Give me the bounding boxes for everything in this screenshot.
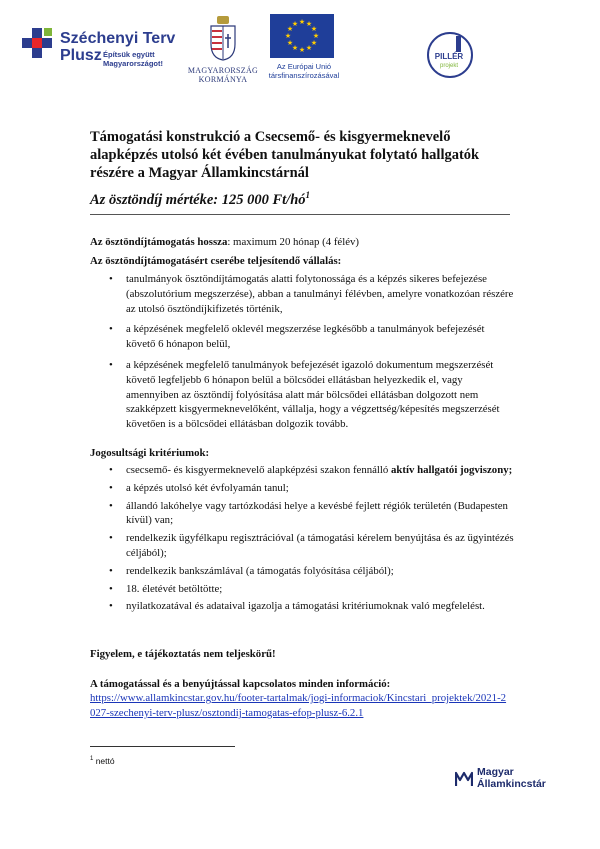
szechenyi-mark-icon — [20, 26, 54, 60]
piller-sub: projekt — [439, 63, 459, 69]
svg-text:★: ★ — [286, 39, 294, 47]
hungarian-government-logo: MAGYARORSZÁG KORMÁNYA — [180, 14, 266, 86]
footnote-divider — [90, 746, 235, 747]
info-link-wrap — [90, 691, 508, 721]
svg-text:★: ★ — [310, 39, 318, 47]
coat-of-arms-icon — [208, 14, 238, 62]
svg-text:★: ★ — [305, 20, 313, 28]
eu-flag-icon — [270, 14, 334, 58]
svg-text:★: ★ — [291, 20, 299, 28]
allamkincstar-mark-icon — [455, 771, 473, 787]
criteria-list — [90, 463, 515, 614]
commitments-heading: Az ösztöndíjtámogatásért cserébe teljesítendő vállalás: — [90, 255, 342, 267]
list-item: • a képzés utolsó két évfolyamán tanul; — [90, 481, 515, 496]
document-title: Támogatási konstrukció a Csecsemő- és kisgyermeknevelő alapképzés utolsó két évében tanulmányukat folytató hallgatók részére a Magyar Államkincstárnál — [90, 129, 480, 181]
svg-text:★: ★ — [291, 44, 299, 52]
list-item: • 18. életévét betöltötte; — [90, 582, 515, 597]
list-item: • rendelkezik ügyfélkapu regisztrációval (a támogatási kérelem benyújtása és az ügyintézés céljából); — [90, 531, 515, 561]
divider — [90, 214, 510, 215]
piller-projekt-logo — [425, 30, 475, 80]
piller-text: PILLÉR — [434, 52, 464, 61]
footnote: $^1$ nettó — [90, 756, 115, 766]
list-item: • tanulmányok ösztöndíjtámogatás alatti folytonossága és a képzés sikeres befejezése (abszolutórium megszerzése), abban a tanulmányi félévben, amelyre vonatkozóan részére az utolsó ösztöndíjkifizetés történik, — [90, 272, 515, 316]
list-item: • nyilatkozatával és adataival igazolja a támogatási kritériumoknak való megfelelést. — [90, 599, 515, 614]
criteria-heading: Jogosultsági kritériumok: — [90, 447, 210, 459]
scholarship-amount: Az ösztöndíj mértéke: 125 000 $Ft/hó^1$ — [90, 190, 311, 208]
info-heading: A támogatással és a benyújtással kapcsolatos minden információ: — [90, 678, 391, 690]
szechenyi-title: Széchenyi Terv Plusz — [60, 30, 176, 64]
list-item: • állandó lakóhelye vagy tartózkodási helye a kevésbé fejlett régiók területén (Budapesten kívül) van; — [90, 499, 515, 529]
svg-text:★: ★ — [298, 18, 306, 26]
svg-text:★: ★ — [298, 46, 306, 54]
svg-text:★: ★ — [312, 32, 320, 40]
info-link[interactable]: https://www.allamkincstar.gov.hu/footer-tartalmak/jogi-informaciok/Kincstari_projektek/2021-2027-szechenyi-terv-plusz/osztondij-tamogatas-efop-plusz-6.2.1 — [90, 692, 507, 719]
szechenyi-terv-plusz-logo — [20, 22, 176, 82]
svg-text:★: ★ — [305, 44, 313, 52]
warning-text: Figyelem, e tájékoztatás nem teljeskörű! — [90, 648, 276, 660]
list-item: • a képzésének megfelelő tanulmányok befejezését igazoló dokumentum megszerzését követő legfeljebb 6 hónapon belül a bölcsődei ellátásban helyezkedik el, vagy amennyiben az ösztöndíj folyósítása alatt már bölcsődei ellátásban dolgozott nem szakképzett kisgyermeknevelőként, vállalja, hogy a végzettség/képesítés megszerzését követően is a bölcsődei ellátásban dolgozik tovább. — [90, 358, 515, 432]
list-item: • csecsemő- és kisgyermeknevelő alapképzési szakon fennálló aktív hallgatói jogviszony; — [90, 463, 515, 478]
svg-text:★: ★ — [284, 32, 292, 40]
duration-line: Az ösztöndíjtámogatás hossza: maximum 20 hónap (4 félév) — [90, 236, 359, 248]
svg-text:★: ★ — [286, 25, 294, 33]
eu-cofinancing-logo: ★ ★ ★ ★ ★ ★ ★ ★ ★ ★ ★ ★ Az Európai Unió társfinanszírozásával — [262, 14, 346, 86]
svg-text:★: ★ — [310, 25, 318, 33]
commitments-list — [90, 272, 515, 432]
szechenyi-slogan: Építsük együtt Magyarországot! — [103, 50, 164, 68]
list-item: • rendelkezik bankszámlával (a támogatás folyósítása céljából); — [90, 564, 515, 579]
magyar-allamkincstar-logo: Magyar Államkincstár — [455, 766, 555, 800]
list-item: • a képzésének megfelelő oklevél megszerzése legkésőbb a tanulmányok befejezését követő 6 hónapon belül, — [90, 322, 515, 352]
